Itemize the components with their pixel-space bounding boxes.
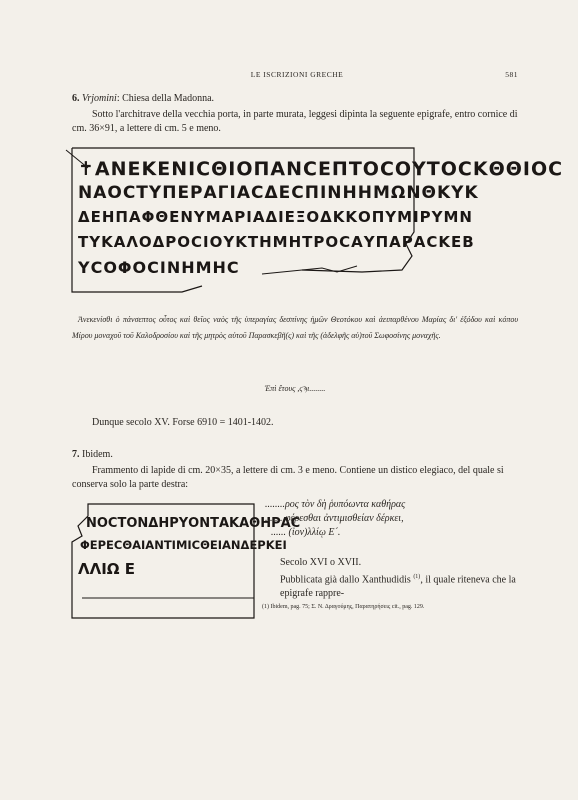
section-6-conclusion: Dunque secolo XV. Forse 6910 = 1401-1402.	[92, 417, 274, 428]
page-number: 581	[505, 70, 518, 79]
section-7-paragraph: Frammento di lapide di cm. 20×35, a lettere di cm. 3 e meno. Contiene un distico elegiaco, del quale si conserva solo la parte destra:	[72, 465, 504, 490]
inscription-line: ΥϹΟΦΟϹΙΝΗΜΗϹ	[78, 258, 240, 277]
greek-line: ........φέρεσθαι ἀντιμισθείαν δέρκει,	[265, 513, 404, 524]
section-6-heading	[72, 92, 518, 106]
place-name: Vrjomini	[82, 93, 117, 104]
fragment-line: ΝΟϹΤΟΝΔΗΡΥΟΝΤΑΚΑΘΗΡΑϹ	[86, 516, 301, 531]
running-title: LE ISCRIZIONI GRECHE	[250, 70, 344, 79]
footnote: (1) Ibidem, pag. 75; Σ. Ν. Δραγούμης, Παρατηρήσεις cit., pag. 129.	[262, 604, 425, 610]
stone-fragment	[68, 498, 301, 622]
section-6-paragraph: Sotto l'architrave della vecchia porta, in parte murata, leggesi dipinta la seguente epigrafe, entro cornice di cm. 36×91, a lettere di cm. 5 e meno.	[72, 109, 518, 134]
right-column-text	[280, 556, 518, 601]
published-text: Pubblicata già dallo Xanthudidis	[280, 574, 411, 586]
greek-date: Ἐπὶ ἔτους ,ϛϡι........	[264, 384, 326, 393]
century-note: Secolo XVI o XVII.	[280, 557, 362, 568]
inscription-line: ΤΥΚΑΛΟΔΡΟϹΙΟΥΚΤΗΜΗΤΡΟϹΑΥΠΑΡΑϹΚΕΒ	[78, 233, 475, 251]
greek-line: ...... (ἰον)λλίῳ Ε´.	[271, 527, 341, 538]
painted-inscription	[62, 146, 564, 294]
footnote-ref: (1)	[413, 574, 421, 580]
fragment-line: ΛΛΙΩ Ε	[78, 560, 136, 578]
inscription-line: ✝ΑΝΕΚΕΝΙϹΘΙΟΠΑΝϹΕΠΤΟϹΟΥΤΟϹΚΘΘΙΟϹ	[78, 158, 564, 180]
published-note	[280, 570, 518, 601]
section-number: 7.	[72, 449, 80, 460]
inscription-line: ΔΕΗΠΑΦΘΕΝΥΜΑΡΙΑΔΙΕΞΟΔΚΚΟΠΥΜΙΡΥΜΝ	[78, 208, 473, 226]
published-text: , il quale riteneva che la epigrafe rappre-	[280, 574, 516, 600]
fragment-line: ΦΕΡΕϹΘΑΙΑΝΤΙΜΙϹΘΕΙΑΝΔΕΡΚΕΙ	[80, 538, 287, 552]
greek-transcription: Ἀνεκενίσθι ὁ πάνσεπτος οὗτος καὶ θεῖος ναὸς τῆς ὑπεραγίας δεσπίνης ἡμῶν Θεοτόκου καὶ ἀειπαρθένου Μαρίας δι' ἐξόδου καὶ κόπου Μίρου μοναχοῦ τοῦ Καλοδροσίου καὶ τῆς μητρὸς αὐτοῦ Παρασκεβῆ(ς) καὶ τῆς (ἀδελφῆς αὐ)τοῦ Σωφοσίνης μοναχῆς.	[72, 315, 518, 340]
section-number: 6.	[72, 93, 80, 104]
heading-rest: Ibidem.	[82, 449, 113, 460]
greek-restoration	[265, 498, 515, 540]
section-7-heading	[72, 448, 518, 462]
greek-line: ........ρος τὸν δὴ ῥυπόωντα καθήρας	[265, 499, 406, 510]
heading-rest: : Chiesa della Madonna.	[116, 93, 215, 104]
inscription-line: ΝΑΟϹΤΥΠΕΡΑΓΙΑϹΔΕϹΠΙΝΗΗΜΩΝΘΚΥΚ	[78, 183, 479, 203]
